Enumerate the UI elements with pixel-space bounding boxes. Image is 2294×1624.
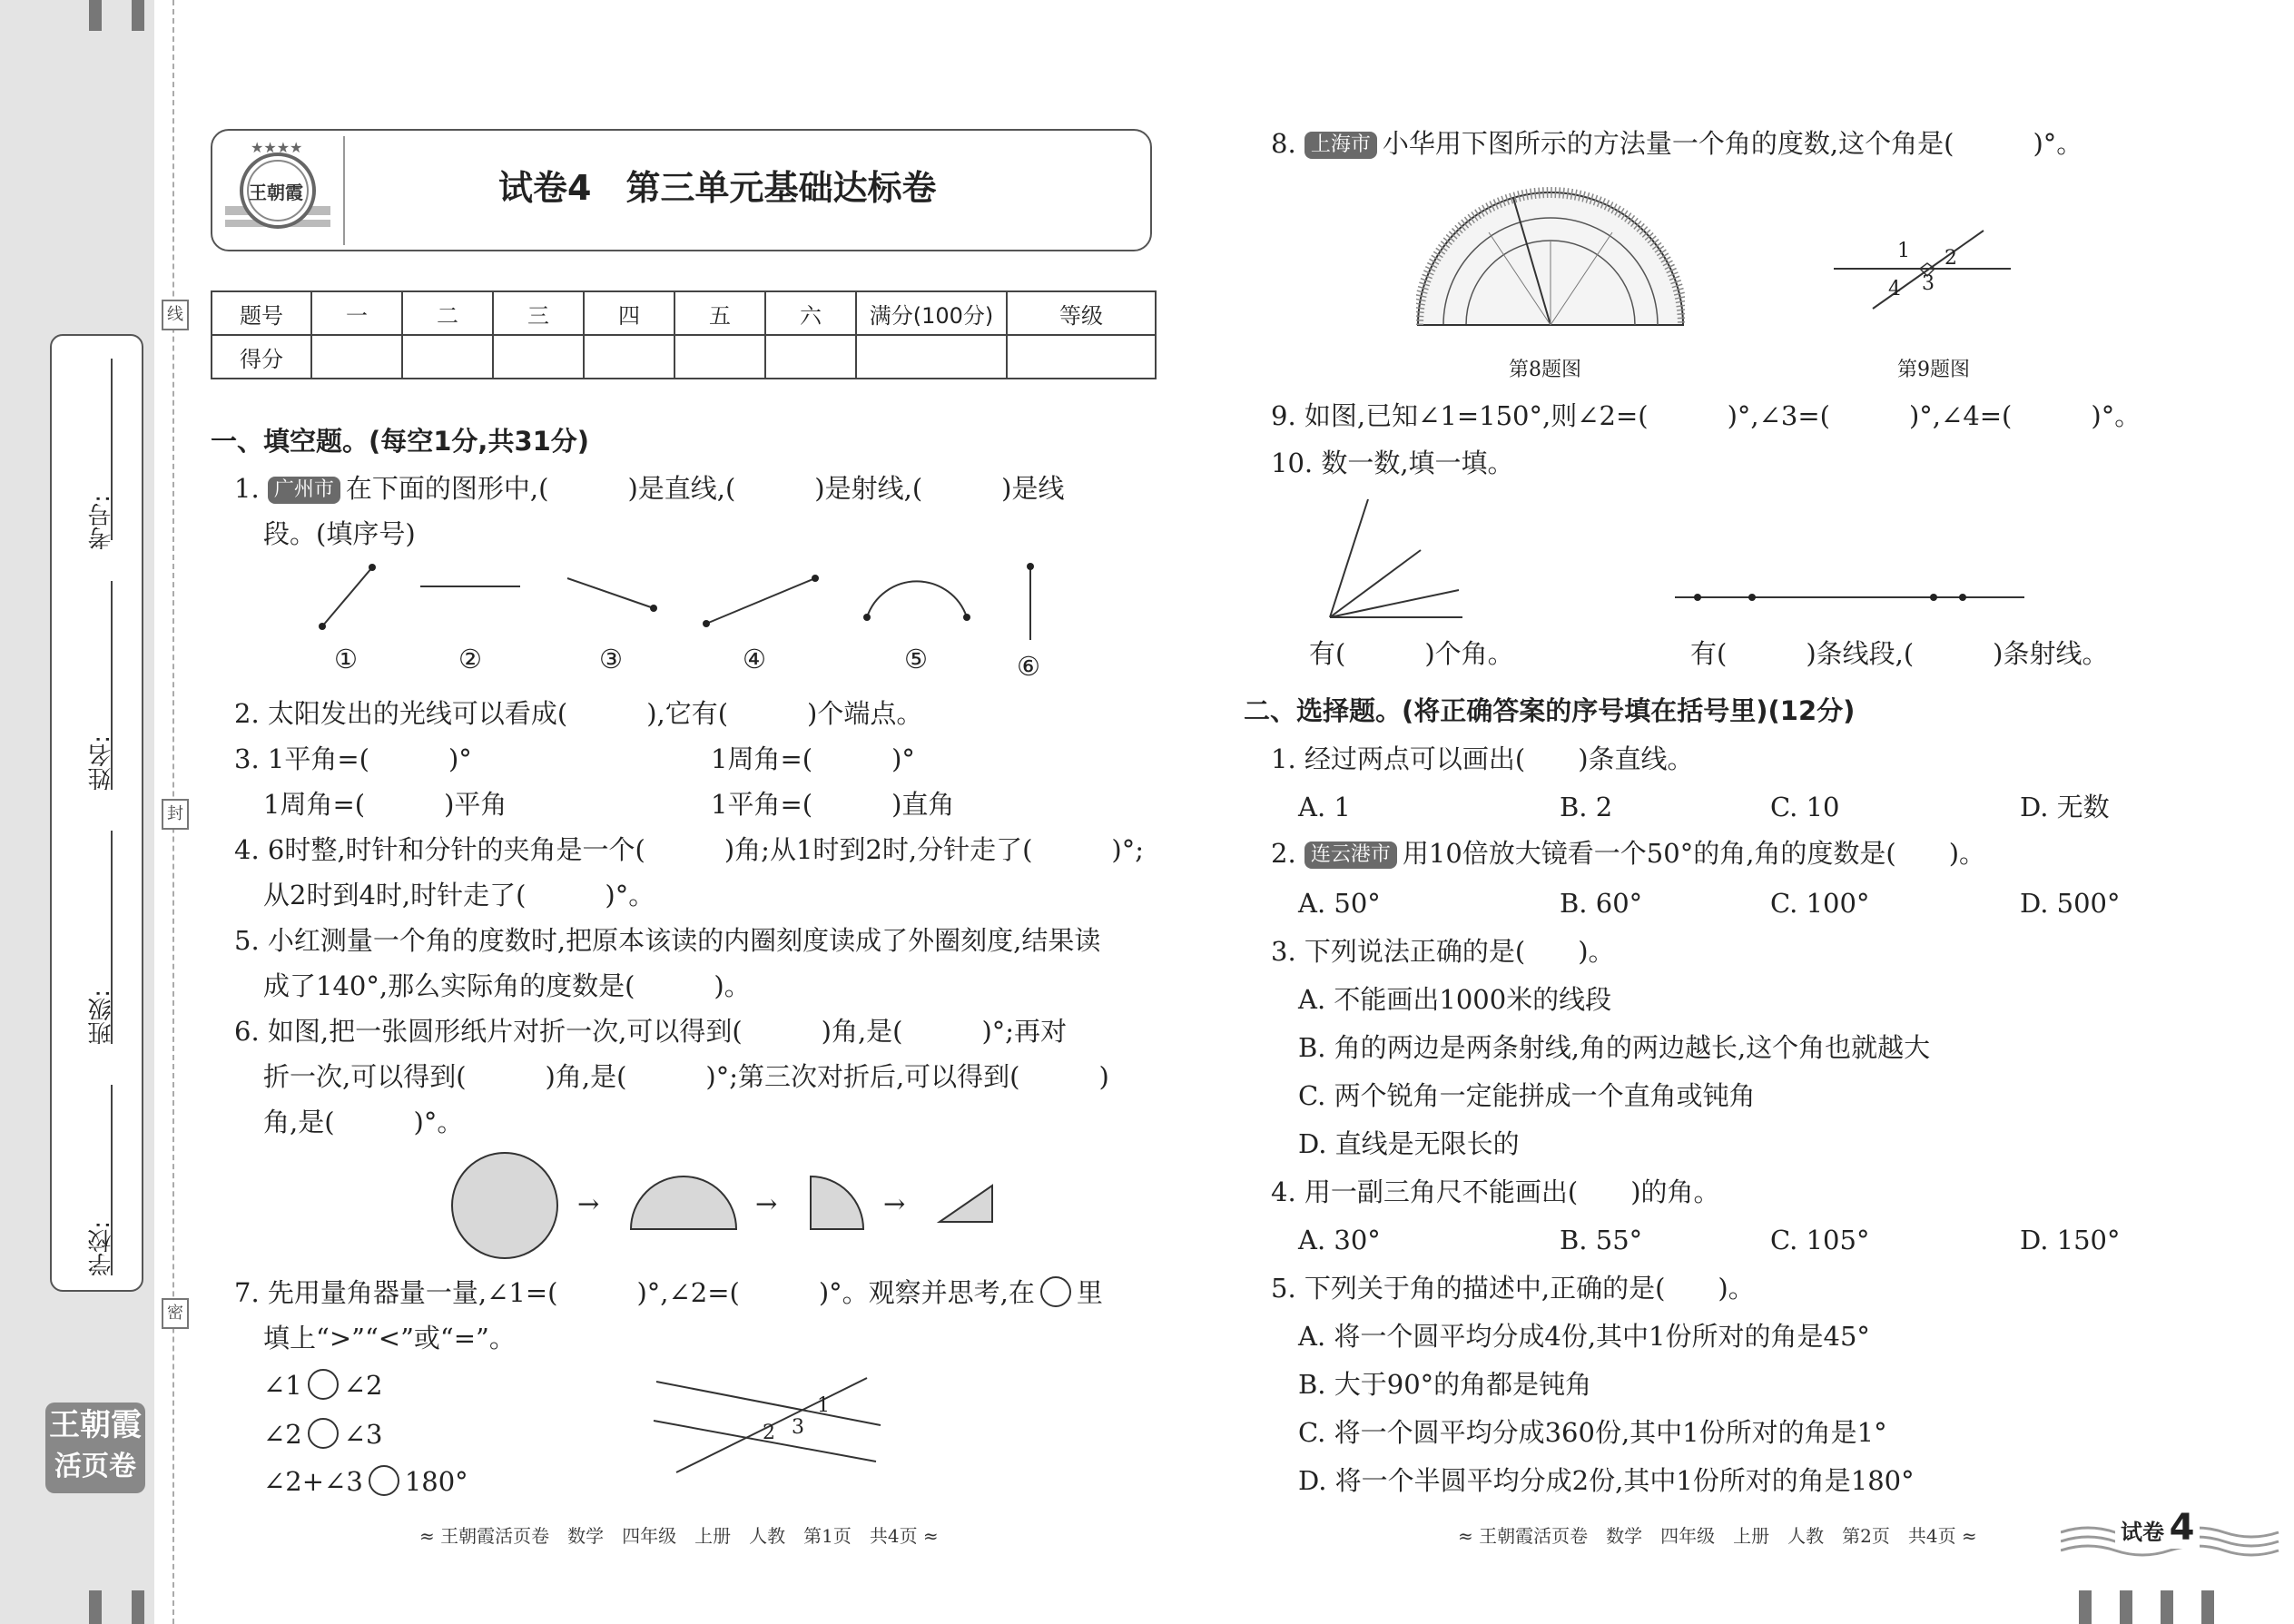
choice-1: 1. 经过两点可以画出( )条直线。 — [1271, 743, 1694, 774]
q1-label: ⑤ — [904, 644, 928, 674]
q1-label: ⑥ — [1017, 651, 1040, 682]
option[interactable]: C. 两个锐角一定能拼成一个直角或钝角 — [1298, 1080, 1756, 1111]
q10-line-figure — [1670, 588, 2029, 606]
option[interactable]: B. 2 — [1560, 792, 1613, 822]
page-bottom-mark — [2161, 1590, 2173, 1624]
question-3c: 1周角=( )平角 — [263, 789, 507, 820]
fig9-label: 3 — [1922, 272, 1935, 295]
option[interactable]: D. 150° — [2020, 1225, 2121, 1255]
compare-circle[interactable] — [1040, 1276, 1071, 1307]
brand-line2: 活页卷 — [54, 1451, 136, 1482]
c2-text: 用10倍放大镜看一个50°的角,角的度数是( )。 — [1402, 838, 1986, 869]
q1-label: ② — [458, 644, 482, 674]
table-cell: 五 — [674, 291, 765, 335]
option[interactable]: A. 将一个圆平均分成4份,其中1份所对的角是45° — [1298, 1321, 1870, 1352]
question-5a: 5. 小红测量一个角的度数时,把原本该读的内圈刻度读成了外圈刻度,结果读 — [234, 925, 1101, 956]
compare-left: ∠2 — [263, 1419, 302, 1450]
choice-3: 3. 下列说法正确的是( )。 — [1271, 936, 1615, 967]
footer-left: ≈ 王朝霞活页卷 数学 四年级 上册 人教 第1页 共4页 ≈ — [419, 1525, 939, 1547]
option[interactable]: A. 30° — [1298, 1225, 1381, 1255]
question-6c: 角,是( )°。 — [263, 1107, 464, 1137]
compare-row-2 — [263, 1416, 383, 1452]
kaohao-line — [111, 359, 113, 540]
banji-line — [111, 831, 113, 1044]
binding-top-mark — [89, 0, 102, 31]
arrow: → — [577, 1188, 600, 1219]
compare-right: ∠3 — [343, 1419, 383, 1450]
title-divider — [343, 136, 345, 245]
page-title: 试卷4 第三单元基础达标卷 — [498, 168, 937, 208]
table-cell: 二 — [402, 291, 493, 335]
label-banji: 班级: — [88, 989, 115, 1045]
question-2: 2. 太阳发出的光线可以看成( ),它有( )个端点。 — [234, 698, 923, 729]
table-cell: 三 — [493, 291, 584, 335]
compare-circle[interactable] — [369, 1465, 399, 1496]
brand-badge — [45, 1403, 145, 1493]
question-3a: 3. 1平角=( )° — [234, 743, 472, 774]
q10-answer-b: 有( )条线段,( )条射线。 — [1690, 638, 2109, 669]
q7-fig-label: 3 — [792, 1416, 804, 1439]
arrow: → — [755, 1188, 778, 1219]
compare-row-3 — [263, 1463, 468, 1500]
label-xingming: 姓名: — [88, 735, 115, 791]
exam-badge — [2115, 1507, 2200, 1549]
seal-xian: 线 — [162, 300, 189, 330]
q1-label: ④ — [743, 644, 766, 674]
choice-5: 5. 下列关于角的描述中,正确的是( )。 — [1271, 1273, 1755, 1304]
q7-end: 里 — [1076, 1277, 1103, 1308]
question-9: 9. 如图,已知∠1=150°,则∠2=( )°,∠3=( )°,∠4=( )°。 — [1271, 400, 2141, 431]
table-row — [212, 291, 1156, 335]
option[interactable]: B. 角的两边是两条射线,角的两边越长,这个角也就越大 — [1298, 1032, 1931, 1063]
option[interactable]: D. 直线是无限长的 — [1298, 1128, 1520, 1159]
q8-text: 小华用下图所示的方法量一个角的度数,这个角是( )°。 — [1382, 128, 2083, 159]
option[interactable]: C. 100° — [1770, 888, 1870, 919]
option[interactable]: A. 50° — [1298, 888, 1381, 919]
logo-emblem — [223, 138, 332, 245]
table-cell: 六 — [765, 291, 856, 335]
page-bottom-mark — [2201, 1590, 2214, 1624]
section-2-heading: 二、选择题。(将正确答案的序号填在括号里)(12分) — [1244, 695, 1856, 726]
score-input-cell[interactable] — [493, 335, 584, 379]
question-1 — [234, 470, 1064, 507]
question-3d: 1平角=( )直角 — [711, 789, 955, 820]
brand-line1: 王朝霞 — [49, 1407, 142, 1443]
binding-bottom-mark — [89, 1590, 102, 1624]
table-cell: 题号 — [212, 291, 311, 335]
table-cell: 四 — [584, 291, 674, 335]
compare-right: ∠2 — [343, 1370, 383, 1401]
choice-4: 4. 用一副三角尺不能画出( )的角。 — [1271, 1176, 1720, 1207]
score-input-cell[interactable] — [584, 335, 674, 379]
compare-circle[interactable] — [308, 1418, 339, 1449]
question-4b: 从2时到4时,时针走了( )°。 — [263, 880, 655, 910]
region-tag: 上海市 — [1305, 132, 1377, 159]
q7-fig-label: 1 — [817, 1394, 830, 1417]
option[interactable]: C. 10 — [1770, 792, 1840, 822]
question-6a: 6. 如图,把一张圆形纸片对折一次,可以得到( )角,是( )°;再对 — [234, 1016, 1068, 1047]
question-5b: 成了140°,那么实际角的度数是( )。 — [263, 970, 751, 1001]
score-input-cell[interactable] — [1007, 335, 1156, 379]
fig9-label: 4 — [1888, 278, 1901, 300]
badge-text: 试卷 — [2121, 1520, 2164, 1545]
q10-answer-a: 有( )个角。 — [1309, 638, 1514, 669]
q7-fig-label: 2 — [763, 1422, 775, 1444]
table-cell: 等级 — [1007, 291, 1156, 335]
score-table — [211, 290, 1157, 379]
choice-2 — [1271, 835, 1985, 871]
q10-angle-figure — [1321, 496, 1466, 623]
question-10: 10. 数一数,填一填。 — [1271, 448, 1514, 478]
section-1-heading: 一、填空题。(每空1分,共31分) — [211, 426, 590, 457]
seal-mi: 密 — [162, 1298, 189, 1329]
label-xuexiao: 学校: — [88, 1221, 115, 1276]
xuexiao-line — [111, 1085, 113, 1275]
fig9-caption: 第9题图 — [1897, 359, 1970, 381]
score-input-cell[interactable] — [674, 335, 765, 379]
binding-top-mark — [132, 0, 144, 31]
table-cell: 满分(100分) — [856, 291, 1007, 335]
q7-text: 7. 先用量角器量一量,∠1=( )°,∠2=( )°。观察并思考,在 — [234, 1277, 1035, 1308]
question-7a — [234, 1275, 1103, 1311]
table-row — [212, 335, 1156, 379]
option[interactable]: A. 不能画出1000米的线段 — [1298, 984, 1612, 1015]
option[interactable]: D. 无数 — [2020, 792, 2110, 822]
question-8 — [1271, 125, 2082, 162]
q1-num: 1. — [234, 473, 260, 504]
q1-label: ③ — [599, 644, 623, 674]
compare-left: ∠2+∠3 — [263, 1466, 363, 1497]
c2-num: 2. — [1271, 838, 1296, 869]
compare-left: ∠1 — [263, 1370, 302, 1401]
option[interactable]: D. 将一个半圆平均分成2份,其中1份所对的角是180° — [1298, 1465, 1915, 1496]
question-4a: 4. 6时整,时针和分针的夹角是一个( )角;从1时到2时,分针走了( )°; — [234, 834, 1144, 865]
q1-figures — [300, 554, 1062, 690]
score-input-cell[interactable] — [856, 335, 1007, 379]
compare-row-1 — [263, 1367, 383, 1403]
score-input-cell[interactable] — [402, 335, 493, 379]
question-6b: 折一次,可以得到( )角,是( )°;第三次对折后,可以得到( ) — [263, 1061, 1109, 1092]
q8-num: 8. — [1271, 128, 1296, 159]
arrow: → — [883, 1188, 906, 1219]
svg-text:★★★★: ★★★★ — [251, 139, 303, 156]
q1-text: 在下面的图形中,( )是直线,( )是射线,( )是线 — [345, 473, 1065, 504]
logo-text: 王朝霞 — [249, 182, 303, 203]
fig9-label: 1 — [1897, 240, 1910, 262]
option[interactable]: B. 大于90°的角都是钝角 — [1298, 1369, 1592, 1400]
seal-feng: 封 — [162, 799, 189, 830]
protractor-figure — [1416, 178, 1685, 332]
compare-right: 180° — [404, 1466, 468, 1497]
question-7b: 填上“>”“<”或“=”。 — [263, 1323, 516, 1353]
question-3b: 1周角=( )° — [711, 743, 915, 774]
table-cell: 得分 — [212, 335, 311, 379]
option[interactable]: B. 55° — [1560, 1225, 1643, 1255]
option[interactable]: C. 将一个圆平均分成360份,其中1份所对的角是1° — [1298, 1417, 1887, 1448]
page-bottom-mark — [2079, 1590, 2092, 1624]
option[interactable]: C. 105° — [1770, 1225, 1870, 1255]
badge-num: 4 — [2169, 1507, 2195, 1549]
option[interactable]: A. 1 — [1298, 792, 1351, 822]
region-tag: 连云港市 — [1305, 842, 1397, 869]
xingming-line — [111, 581, 113, 790]
title-box — [211, 129, 1152, 251]
fig8-caption: 第8题图 — [1509, 359, 1581, 381]
q1-label: ① — [334, 644, 358, 674]
option[interactable]: D. 500° — [2020, 888, 2121, 919]
question-1-line2: 段。(填序号) — [263, 518, 416, 549]
table-cell: 一 — [311, 291, 402, 335]
score-input-cell[interactable] — [311, 335, 402, 379]
footer-right: ≈ 王朝霞活页卷 数学 四年级 上册 人教 第2页 共4页 ≈ — [1458, 1525, 1977, 1547]
region-tag: 广州市 — [268, 477, 340, 504]
compare-circle[interactable] — [308, 1369, 339, 1400]
fig9-figure — [1829, 225, 2015, 316]
q6-fold-figures — [445, 1147, 1008, 1265]
student-info-box — [50, 334, 143, 1292]
option[interactable]: B. 60° — [1560, 888, 1643, 919]
label-kaohao: 考号: — [88, 495, 115, 550]
fig9-label: 2 — [1944, 247, 1957, 270]
page-bottom-mark — [2120, 1590, 2132, 1624]
binding-bottom-mark — [132, 1590, 144, 1624]
score-input-cell[interactable] — [765, 335, 856, 379]
